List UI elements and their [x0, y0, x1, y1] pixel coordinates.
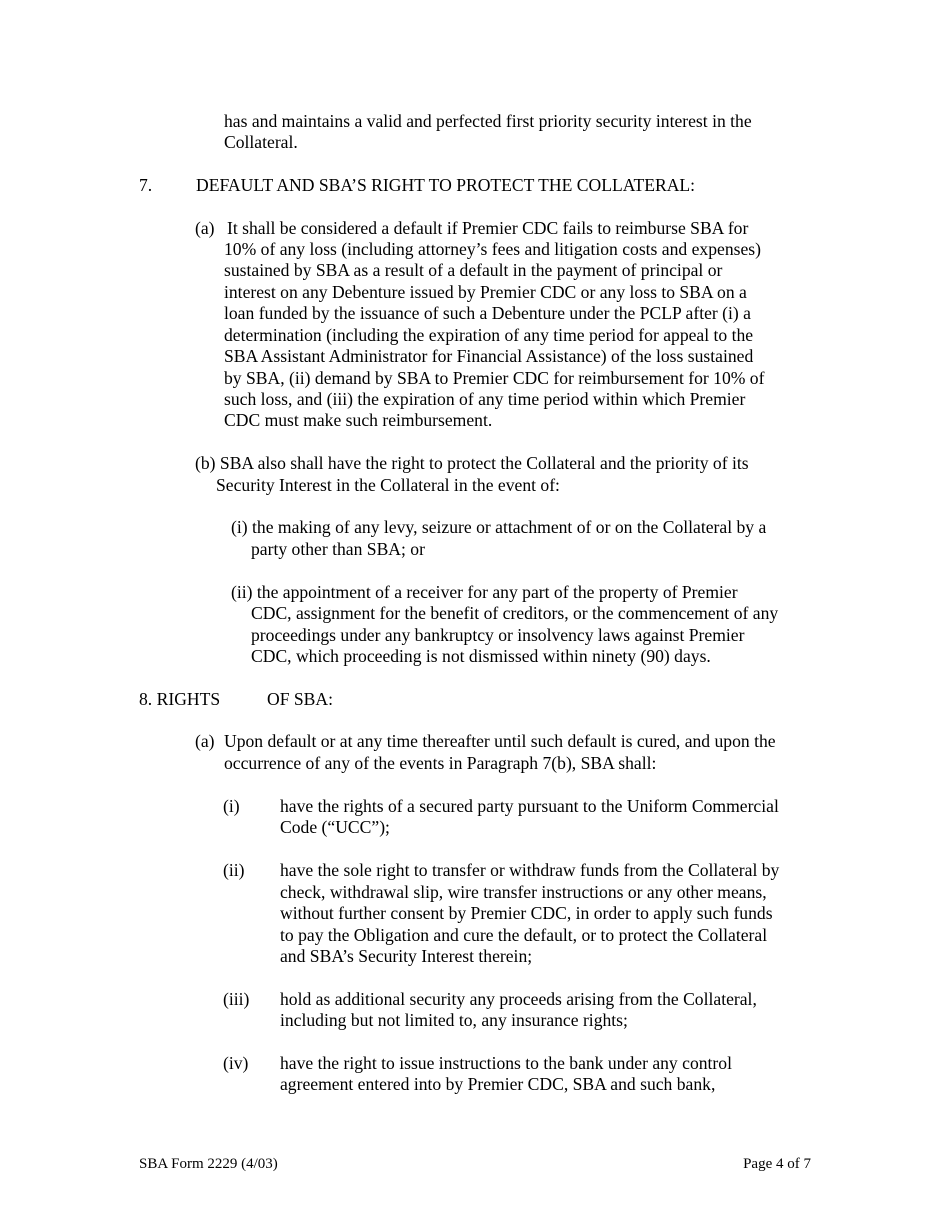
- section-7a-line: sustained by SBA as a result of a default in the payment of principal or: [224, 260, 723, 280]
- item-line: to pay the Obligation and cure the default, or to protect the Collateral: [280, 925, 768, 945]
- section-7a-line: SBA Assistant Administrator for Financial Assistance) of the loss sustained: [224, 346, 754, 366]
- section-7b-ii-line: proceedings under any bankruptcy or insolvency laws against Premier: [251, 625, 745, 645]
- section-7-title: DEFAULT AND SBA’S RIGHT TO PROTECT THE COLLATERAL:: [196, 175, 696, 195]
- item-label: (i): [223, 796, 240, 816]
- item-line: including but not limited to, any insurance rights;: [280, 1010, 628, 1030]
- section-7b-ii-line: (ii) the appointment of a receiver for any part of the property of Premier: [231, 582, 738, 602]
- section-7a-line: interest on any Debenture issued by Premier CDC or any loss to SBA on a: [224, 282, 747, 302]
- section-8-heading: 8. RIGHTS: [139, 689, 221, 709]
- item-line: have the rights of a secured party pursuant to the Uniform Commercial: [280, 796, 779, 816]
- item-line: without further consent by Premier CDC, in order to apply such funds: [280, 903, 773, 923]
- item-line: check, withdrawal slip, wire transfer instructions or any other means,: [280, 882, 767, 902]
- section-7a-line: It shall be considered a default if Premier CDC fails to reimburse SBA for: [227, 218, 749, 238]
- section-7-number: 7.: [139, 175, 153, 195]
- item-line: agreement entered into by Premier CDC, SBA and such bank,: [280, 1074, 716, 1094]
- section-7a-line: such loss, and (iii) the expiration of any time period within which Premier: [224, 389, 746, 409]
- item-label: (ii): [223, 860, 245, 880]
- section-7b-i-line: party other than SBA; or: [251, 539, 425, 559]
- section-7a-line: loan funded by the issuance of such a Debenture under the PCLP after (i) a: [224, 303, 751, 323]
- section-8a-line: occurrence of any of the events in Paragraph 7(b), SBA shall:: [224, 753, 657, 773]
- section-7b-line: Security Interest in the Collateral in the event of:: [216, 475, 560, 495]
- section-7a-line: CDC must make such reimbursement.: [224, 410, 493, 430]
- section-7b-line: (b) SBA also shall have the right to protect the Collateral and the priority of its: [195, 453, 749, 473]
- item-label: (iii): [223, 989, 250, 1009]
- section-8a-label: (a): [195, 731, 215, 751]
- section-7b-ii-line: CDC, assignment for the benefit of creditors, or the commencement of any: [251, 603, 779, 623]
- continuation-line: has and maintains a valid and perfected first priority security interest in the: [224, 111, 752, 131]
- item-line: and SBA’s Security Interest therein;: [280, 946, 533, 966]
- item-line: have the sole right to transfer or withdraw funds from the Collateral by: [280, 860, 780, 880]
- section-8-heading-right: OF SBA:: [267, 689, 334, 709]
- footer-form-number: SBA Form 2229 (4/03): [139, 1156, 278, 1172]
- section-7b-i-line: (i) the making of any levy, seizure or attachment of or on the Collateral by a: [231, 517, 767, 537]
- item-line: have the right to issue instructions to the bank under any control: [280, 1053, 732, 1073]
- item-line: Code (“UCC”);: [280, 817, 390, 837]
- section-7a-line: 10% of any loss (including attorney’s fees and litigation costs and expenses): [224, 239, 761, 259]
- section-7a-line: by SBA, (ii) demand by SBA to Premier CDC for reimbursement for 10% of: [224, 368, 765, 388]
- item-label: (iv): [223, 1053, 249, 1073]
- section-7b-ii-line: CDC, which proceeding is not dismissed within ninety (90) days.: [251, 646, 711, 666]
- section-7a-label: (a): [195, 218, 215, 238]
- item-line: hold as additional security any proceeds arising from the Collateral,: [280, 989, 757, 1009]
- section-7a-line: determination (including the expiration of any time period for appeal to the: [224, 325, 754, 345]
- footer-page-number: Page 4 of 7: [743, 1156, 811, 1172]
- section-8a-line: Upon default or at any time thereafter until such default is cured, and upon the: [224, 731, 776, 751]
- continuation-line: Collateral.: [224, 132, 298, 152]
